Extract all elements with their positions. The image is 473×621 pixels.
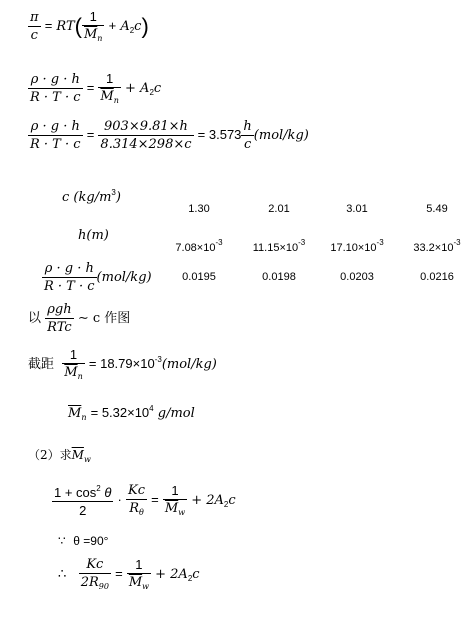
table-cell-ratio: 0.0198	[262, 271, 296, 283]
row-label-concentration: c $(kg/m^3)$	[62, 188, 121, 205]
row-label-height: h(m)	[78, 228, 109, 243]
mn-result: $\overline{M}_n = 5.32\times 10^4$ g/mol	[68, 404, 195, 422]
table-cell-c: 3.01	[346, 203, 368, 215]
because-icon: ∵	[58, 534, 66, 548]
table-cell-c: 5.49	[426, 203, 448, 215]
table-cell-ratio: 0.0216	[420, 271, 454, 283]
equation-numeric: $\frac{\rho \cdot g \cdot h}{R \cdot T \cdot c}$ = $\frac{903\times 9.81\times h}{8.314\times 298\times c}$ = 3.573 $\frac{h}{c}$ (mol/kg)	[30, 119, 309, 152]
intercept-line: 截距 $\frac{1}{\overline{M}_n}$ = $18.79\times 10^{-3}(mol/kg)$	[28, 347, 217, 381]
because-line: ∵ θ =90°	[58, 534, 109, 548]
therefore-line: ∴ $\frac{Kc}{2R_{90}}$ = $\frac{1}{\overline{M}_w}$ + $2A_2c$	[58, 557, 200, 591]
table-cell-h: $17.10\times 10^{-3}$	[330, 238, 384, 254]
part2-heading: （2）求$\overline{M}_w$	[28, 448, 91, 464]
table-cell-c: 2.01	[268, 203, 290, 215]
table-cell-h: $33.2\times 10^{-3}$	[413, 238, 461, 254]
therefore-icon: ∴	[58, 566, 67, 581]
table-cell-h: $7.08\times 10^{-3}$	[175, 238, 223, 254]
table-cell-ratio: 0.0195	[182, 271, 216, 283]
equation-reduced: $\frac{\rho \cdot g \cdot h}{R \cdot T \cdot c}$ = $\frac{1}{\overline{M}_n}$ + $A_2c$	[30, 71, 162, 105]
equation-osmotic: $\frac{\pi}{c}$ = RT( $\frac{1}{\overline{M}_n}$ + $A_2c$)	[30, 9, 149, 43]
table-cell-ratio: 0.0203	[340, 271, 374, 283]
table-cell-h: $11.15\times 10^{-3}$	[252, 238, 306, 254]
row-label-ratio: $\frac{\rho \cdot g \cdot h}{R \cdot T \cdot c}$ (mol/kg)	[44, 261, 152, 294]
table-cell-c: 1.30	[188, 203, 210, 215]
plot-instruction: 以 $\frac{\text{ρgh}}{\text{RTc}}$ ∼ c 作图	[28, 302, 131, 335]
equation-light-scattering: $\frac{1 + \cos^2 \theta}{2}$ · $\frac{Kc}{R_\theta}$ = $\frac{1}{\overline{M}_w}$ + $2A_2c$	[54, 483, 236, 518]
pi-symbol: π	[30, 10, 39, 25]
